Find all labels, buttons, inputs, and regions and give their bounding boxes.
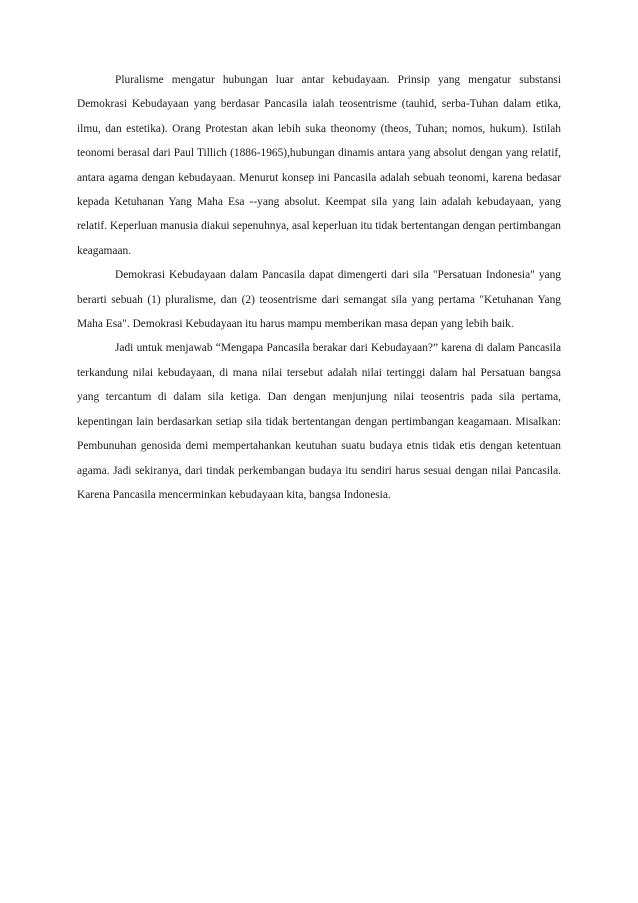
- paragraph-pluralisme: Pluralisme mengatur hubungan luar antar kebudayaan. Prinsip yang mengatur substansi Demokrasi Kebudayaan yang berdasar Pancasila ialah teosentrisme (tauhid, serba-Tuhan dalam etika, ilmu, dan estetika). Orang Protestan akan lebih suka theonomy (theos, Tuhan; nomos, hukum). Istilah teonomi berasal dari Paul Tillich (1886-1965),hubungan dinamis antara yang absolut dengan yang relatif, antara agama dengan kebudayaan. Menurut konsep ini Pancasila adalah sebuah teonomi, karena bedasar kepada Ketuhanan Yang Maha Esa --yang absolut. Keempat sila yang lain adalah kebudayaan, yang relatif. Keperluan manusia diakui sepenuhnya, asal keperluan itu tidak bertentangan dengan pertimbangan keagamaan.: [77, 74, 561, 257]
- paragraph-kesimpulan: Jadi untuk menjawab “Mengapa Pancasila berakar dari Kebudayaan?” karena di dalam Pancasila terkandung nilai kebudayaan, di mana nilai tersebut adalah nilai tertinggi dalam hal Persatuan bangsa yang tercantum di dalam sila ketiga. Dan dengan menjunjung nilai teosentris pada sila pertama, kepentingan lain berdasarkan setiap sila tidak bertentangan dengan pertimbangan keagamaan. Misalkan: Pembunuhan genosida demi mempertahankan keutuhan suatu budaya etnis tidak etis dengan ketentuan agama. Jadi sekiranya, dari tindak perkembangan budaya itu sendiri harus sesuai dengan nilai Pancasila. Karena Pancasila mencerminkan kebudayaan kita, bangsa Indonesia.: [77, 342, 561, 501]
- paragraph-demokrasi-kebudayaan: Demokrasi Kebudayaan dalam Pancasila dapat dimengerti dari sila "Persatuan Indonesia" yang berarti sebuah (1) pluralisme, dan (2) teosentrisme dari semangat sila yang pertama "Ketuhanan Yang Maha Esa". Demokrasi Kebudayaan itu harus mampu memberikan masa depan yang lebih baik.: [77, 269, 561, 331]
- document-body: [77, 68, 561, 507]
